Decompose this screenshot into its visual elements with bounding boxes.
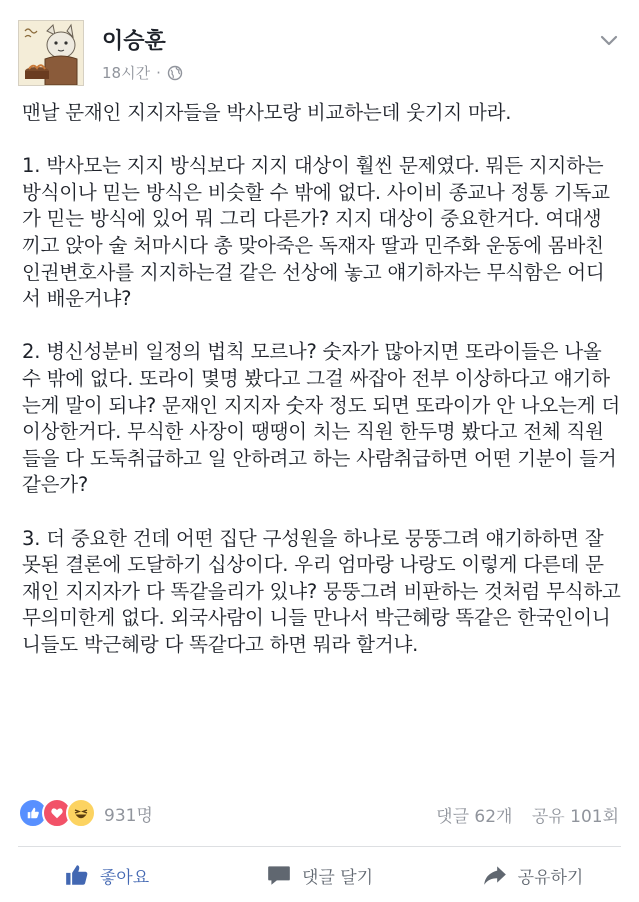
avatar[interactable] xyxy=(18,20,84,86)
post-paragraph: 맨날 문재인 지지자들을 박사모랑 비교하는데 웃기지 마라. xyxy=(22,101,512,124)
share-icon xyxy=(482,862,508,888)
post-stats xyxy=(436,802,619,827)
comment-button-label: 댓글 달기 xyxy=(301,867,374,888)
share-button[interactable] xyxy=(426,848,639,902)
post-time[interactable]: 18시간 xyxy=(102,64,151,82)
author-name[interactable]: 이승훈 xyxy=(102,29,166,54)
comment-icon xyxy=(266,862,292,888)
post-header xyxy=(18,14,621,86)
comment-count[interactable]: 댓글 62개 xyxy=(436,807,513,827)
action-bar xyxy=(0,848,639,902)
haha-icon xyxy=(66,798,96,828)
post-paragraph: 2. 병신성분비 일정의 법칙 모르나? 숫자가 많아지면 또라이들은 나올 수 밖에 없다. 또라이 몇명 봤다고 그걸 싸잡아 전부 이상하다고 얘기하는게 말이 되냐? 문재인 지지자 숫자 정도 되면 또라이가 안 나오는게 더 이상한거다. 무식한 사장이 땡땡이 치는 직원 한두명 봤다고 전체 직원들을 다 도둑취급하고 일 안하려고 하는 사람취급하면 어떤 기분이 들거 같은가? xyxy=(22,340,620,497)
globe-icon[interactable] xyxy=(167,65,183,81)
reaction-count[interactable]: 931명 xyxy=(104,805,153,826)
post-text xyxy=(22,100,622,685)
like-button[interactable] xyxy=(0,848,213,902)
thumbs-up-icon xyxy=(64,862,90,888)
post-paragraph: 3. 더 중요한 건데 어떤 집단 구성원을 하나로 뭉뚱그려 얘기하하면 잘못된 결론에 도달하기 십상이다. 우리 엄마랑 나랑도 이렇게 다른데 문재인 지지자가 다 똑같을리가 있냐? 뭉뚱그려 비판하는 것처럼 무식하고 무의미한게 없다. 외국사람이 니들 만나서 박근혜랑 똑같은 한국인이니 니들도 박근혜랑 다 똑같다고 하면 뭐라 할거냐. xyxy=(22,526,621,656)
post-paragraph: 1. 박사모는 지지 방식보다 지지 대상이 훨씬 문제였다. 뭐든 지지하는 방식이나 믿는 방식은 비슷할 수 밖에 없다. 사이비 종교나 정통 기독교가 믿는 방식에 있어 뭐 그리 다른가? 지지 대상이 중요한거다. 여대생 끼고 앉아 술 처마시다 총 맞아죽은 독재자 딸과 민주화 운동에 몸바친 인권변호사를 지지하는걸 같은 선상에 놓고 얘기하자는 무식함은 어디서 배운거냐? xyxy=(22,154,610,311)
chevron-down-icon[interactable] xyxy=(597,28,621,52)
comment-button[interactable] xyxy=(213,848,426,902)
share-button-label: 공유하기 xyxy=(517,867,584,888)
share-count[interactable]: 공유 101회 xyxy=(531,807,619,827)
post-meta xyxy=(102,62,183,83)
avatar-illustration xyxy=(19,21,83,85)
like-button-label: 좋아요 xyxy=(99,867,150,888)
reaction-summary[interactable] xyxy=(18,796,153,830)
meta-separator: · xyxy=(156,63,161,82)
divider xyxy=(18,846,621,847)
